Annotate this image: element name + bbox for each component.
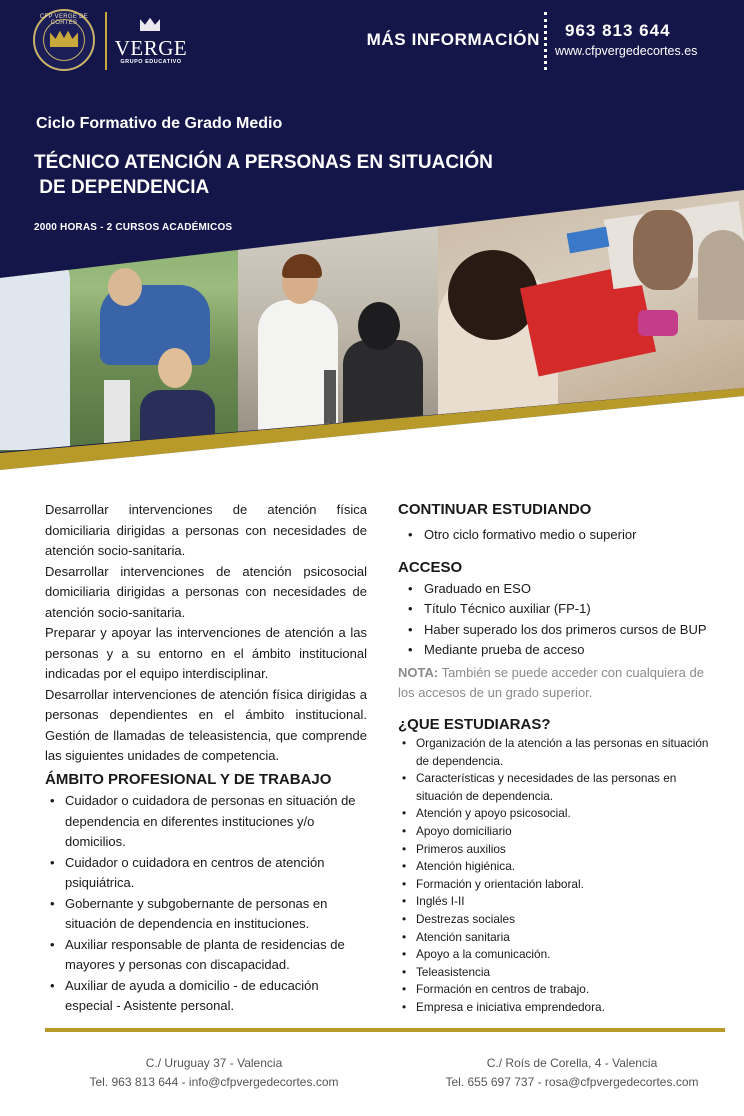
list-item: • Auxiliar de ayuda a domicilio - de educación especial - Asistente personal. [45, 976, 367, 1017]
list-item: • Título Técnico auxiliar (FP-1) [398, 599, 718, 620]
header-phone[interactable]: 963 813 644 [565, 21, 671, 40]
seal-text: CFP VERGE DE CORTES [39, 14, 89, 26]
course-title [34, 150, 554, 200]
intro-paragraph: Preparar y apoyar las intervenciones de atención a las personas y a su entorno en el ámbito institucional indicadas por el equipo interdisciplinar. [45, 625, 367, 681]
footer-divider [45, 1028, 725, 1032]
list-item: • Mediante prueba de acceso [398, 640, 718, 661]
dotted-separator [544, 12, 547, 70]
brand-subtitle: GRUPO EDUCATIVO [120, 59, 182, 65]
list-item: • Graduado en ESO [398, 579, 718, 600]
list-item: • Atención y apoyo psicosocial. [398, 805, 718, 823]
ambito-heading: ÁMBITO PROFESIONAL Y DE TRABAJO [45, 770, 332, 788]
footer-left-address-block [54, 1054, 374, 1092]
ambito-list [45, 791, 367, 1017]
list-item: • Empresa e iniciativa emprendedora. [398, 999, 718, 1017]
right-column [398, 500, 718, 1017]
acceso-heading: ACCESO [398, 559, 463, 576]
header-banner [0, 0, 744, 470]
intro-paragraph: Desarrollar intervenciones de atención psicosocial domiciliaria dirigidas a personas con necesidades de atención socio-sanitaria. [45, 563, 367, 620]
list-item: • Cuidador o cuidadora en centros de atención psiquiátrica. [45, 853, 367, 894]
verge-crown-icon [140, 17, 160, 31]
list-item: • Atención higiénica. [398, 858, 718, 876]
brand-name: VERGE [114, 36, 188, 60]
acceso-list [398, 579, 718, 661]
footer-right-address-block [412, 1054, 732, 1092]
footer-right-address: C./ Roís de Corella, 4 - Valencia [486, 1056, 658, 1070]
intro-paragraph: Desarrollar intervenciones de atención física domiciliaria dirigidas a personas con necesidades de atención socio-sanitaria. [45, 502, 367, 558]
continuar-heading: CONTINUAR ESTUDIANDO [398, 501, 592, 518]
estudiaras-heading: ¿QUE ESTUDIARAS? [398, 715, 551, 733]
list-item: • Cuidador o cuidadora de personas en situación de dependencia en diferentes instituciones y/o domicilios. [45, 791, 367, 853]
acceso-note [398, 663, 718, 704]
note-label: NOTA: [398, 664, 439, 680]
list-item: • Teleasistencia [398, 964, 718, 982]
list-item: • Haber superado los dos primeros cursos de BUP [398, 620, 718, 641]
list-item: • Atención sanitaria [398, 929, 718, 947]
list-item: • Apoyo domiciliario [398, 823, 718, 841]
footer-right-contact[interactable]: Tel. 655 697 737 - rosa@cfpvergedecortes.com [445, 1075, 699, 1089]
course-title-line2: DE DEPENDENCIA [39, 177, 210, 198]
course-hours: 2000 HORAS - 2 CURSOS ACADÉMICOS [34, 222, 233, 233]
footer-left-contact[interactable]: Tel. 963 813 644 - info@cfpvergedecortes.com [89, 1075, 339, 1089]
list-item: • Características y necesidades de las personas en situación de dependencia. [398, 770, 718, 805]
list-item: • Inglés I-II [398, 893, 718, 911]
list-item: • Otro ciclo formativo medio o superior [398, 525, 718, 546]
list-item: • Primeros auxilios [398, 841, 718, 859]
left-column [45, 500, 367, 1017]
list-item: • Destrezas sociales [398, 911, 718, 929]
note-text: También se puede acceder con cualquiera de los accesos de un grado superior. [398, 664, 704, 700]
estudiaras-list [398, 735, 718, 1017]
more-info-label: MÁS INFORMACIÓN [366, 30, 540, 49]
cycle-level: Ciclo Formativo de Grado Medio [36, 115, 283, 132]
list-item: • Apoyo a la comunicación. [398, 946, 718, 964]
list-item: • Formación en centros de trabajo. [398, 981, 718, 999]
intro-paragraph: Desarrollar intervenciones de atención física dirigidas a personas dependientes en el ámbito institucional. Gestión de llamadas de teleasistencia, que comprende las siguientes unidades de competencia. [45, 686, 367, 763]
continuar-list [398, 525, 718, 546]
list-item: • Auxiliar responsable de planta de residencias de mayores y personas con discapacidad. [45, 935, 367, 976]
school-seal-logo [33, 9, 95, 71]
footer-left-address: C./ Uruguay 37 - Valencia [145, 1056, 283, 1070]
list-item: • Formación y orientación laboral. [398, 876, 718, 894]
list-item: • Organización de la atención a las personas en situación de dependencia. [398, 735, 718, 770]
header-website-link[interactable]: www.cfpvergedecortes.es [555, 44, 698, 58]
course-title-line1: TÉCNICO ATENCIÓN A PERSONAS EN SITUACIÓN [34, 152, 493, 173]
list-item: • Gobernante y subgobernante de personas en situación de dependencia en instituciones. [45, 894, 367, 935]
logo-divider [105, 12, 107, 70]
